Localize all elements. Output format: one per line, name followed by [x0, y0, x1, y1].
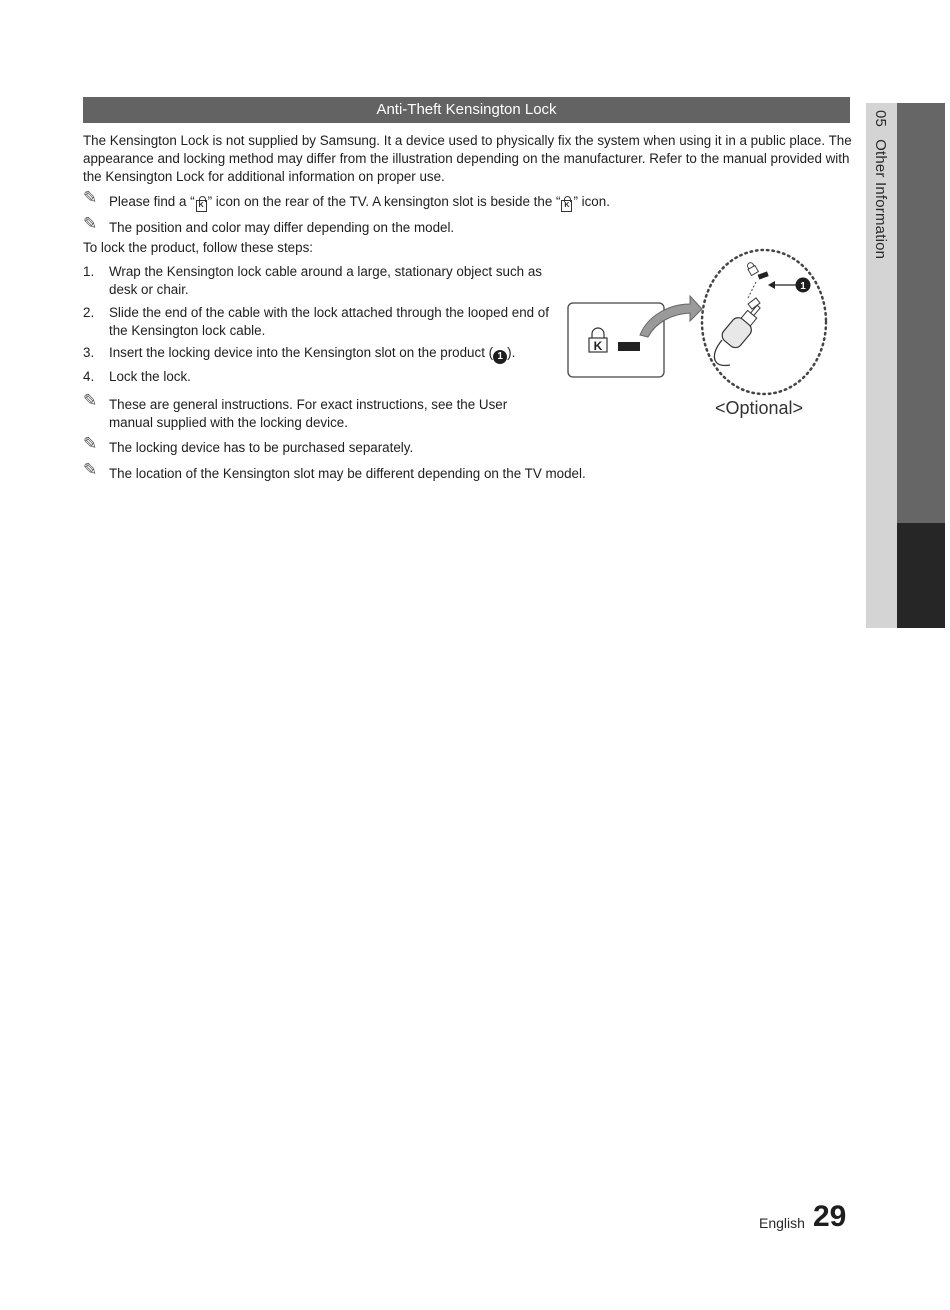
- note-location: ✎ The location of the Kensington slot may be different depending on the TV model.: [83, 460, 586, 481]
- footer-language: English: [759, 1215, 805, 1231]
- optional-label: <Optional>: [715, 398, 804, 418]
- steps-intro: To lock the product, follow these steps:: [83, 240, 313, 255]
- step-4: 4. Lock the lock.: [83, 369, 191, 384]
- chapter-title: Other Information: [872, 139, 889, 260]
- lock-device: [719, 300, 767, 351]
- note-general: ✎ These are general instructions. For exact instructions, see the User manual supplied with the locking device.: [83, 391, 508, 430]
- step-2: 2. Slide the end of the cable with the lock attached through the looped end of the Kensington lock cable.: [83, 305, 549, 338]
- intro-paragraph: The Kensington Lock is not supplied by Samsung. It a device used to physically fix the system when using it in a public place. The appearance and locking method may differ from the illustration depending on the manufacturer. Refer to the manual provided with the Kensington Lock for additional information on proper use.: [83, 133, 852, 184]
- callout-badge-number: 1: [800, 281, 806, 292]
- kensington-lock-icon: [746, 261, 759, 275]
- side-tab-dark: [897, 103, 945, 523]
- note-pencil-icon: ✎: [83, 188, 98, 208]
- chapter-tab-label: [872, 110, 889, 259]
- side-tab-black: [897, 523, 945, 628]
- chapter-number: 05: [872, 110, 889, 128]
- note-position: ✎ The position and color may differ depending on the model.: [83, 214, 455, 235]
- section-title: Anti-Theft Kensington Lock: [83, 97, 850, 123]
- kensington-slot: [618, 342, 640, 351]
- step-3: 3. Insert the locking device into the Kensington slot on the product ( 1 ).: [83, 345, 516, 362]
- tv-panel-box: [568, 303, 664, 377]
- page-number: 29: [813, 1200, 847, 1233]
- zoom-circle: [702, 250, 826, 394]
- slot-letter: K: [593, 339, 603, 353]
- kensington-slot: [758, 271, 769, 279]
- callout-number-badge: 1: [493, 350, 507, 364]
- note-pencil-icon: ✎: [83, 460, 98, 480]
- note-pencil-icon: ✎: [83, 391, 98, 411]
- note-purchase: ✎ The locking device has to be purchased separately.: [83, 434, 414, 455]
- kensington-lock-illustration: [560, 240, 850, 425]
- kensington-lock-icon: K: [196, 200, 207, 212]
- step-1: 1. Wrap the Kensington lock cable around a large, stationary object such as desk or chair.: [83, 264, 542, 297]
- note-find-icon: ✎ Please find a “ K ” icon on the rear of the TV. A kensington slot is beside the “ K ” icon.: [83, 193, 610, 212]
- note-pencil-icon: ✎: [83, 434, 98, 454]
- kensington-lock-icon: K: [561, 200, 572, 212]
- note-pencil-icon: ✎: [83, 214, 98, 234]
